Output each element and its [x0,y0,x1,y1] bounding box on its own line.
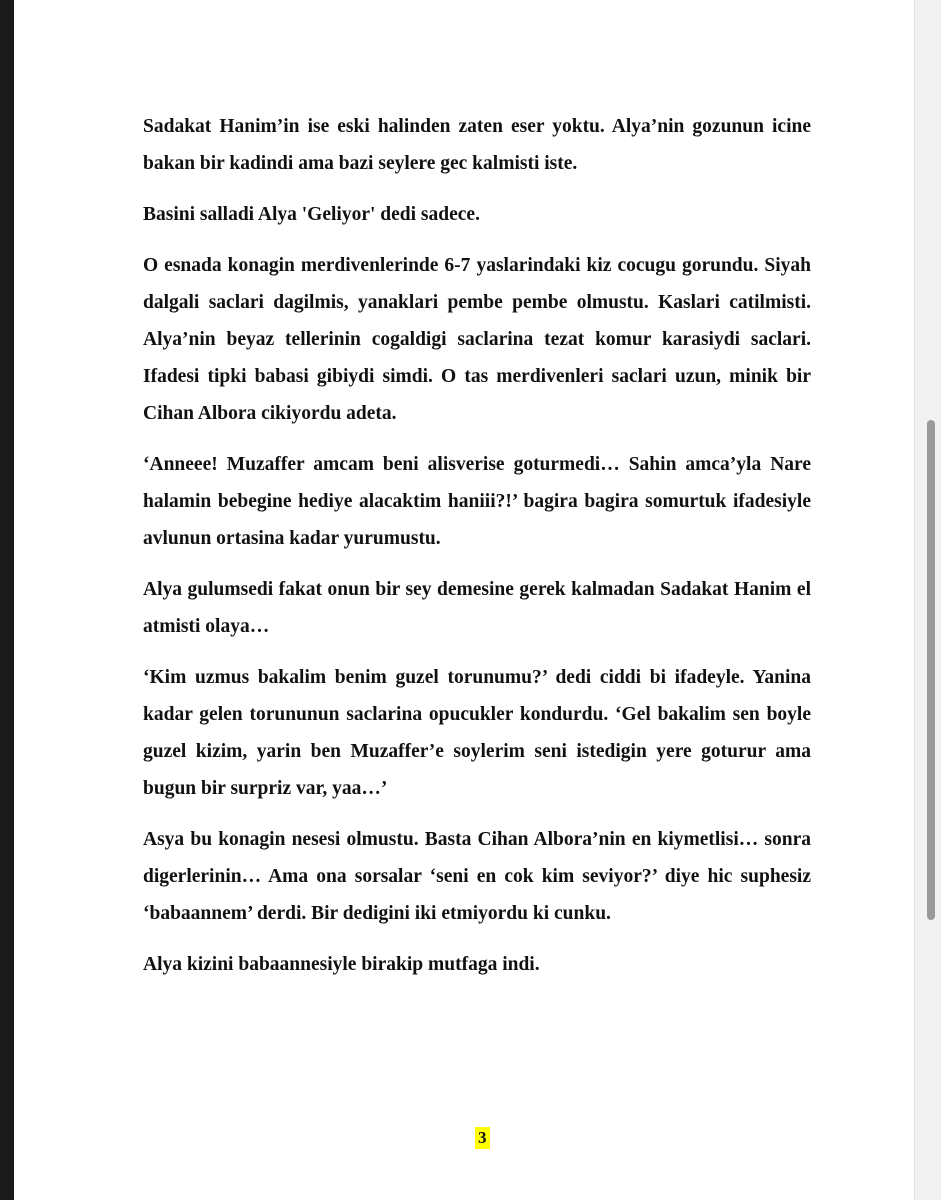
viewer-left-edge [0,0,14,1200]
paragraph-6: ‘Kim uzmus bakalim benim guzel torunumu?’ dedi ciddi bi ifadeyle. Yanina kadar gelen torununun saclarina opucukler kondurdu. ‘Gel bakalim sen boyle guzel kizim, yarin ben Muzaffer’e soylerim seni istedigin yere goturur ama bugun bir surpriz var, yaa…’ [143,667,811,799]
paragraph-1: Sadakat Hanim’in ise eski halinden zaten eser yoktu. Alya’nin gozunun icine bakan bir kadindi ama bazi seylere gec kalmisti iste. [143,116,811,174]
paragraph-4: ‘Anneee! Muzaffer amcam beni alisverise goturmedi… Sahin amca’yla Nare halamin bebegine hediye alacaktim haniii?!’ bagira bagira somurtuk ifadesiyle avlunun ortasina kadar yurumustu. [143,454,811,549]
page-body [143,108,811,997]
paragraph-5: Alya gulumsedi fakat onun bir sey demesine gerek kalmadan Sadakat Hanim el atmisti olaya… [143,579,811,637]
vertical-scrollbar[interactable] [914,0,941,1200]
paragraph-8: Alya kizini babaannesiyle birakip mutfaga indi. [143,954,540,975]
page-number: 3 [475,1127,490,1149]
paragraph-7: Asya bu konagin nesesi olmustu. Basta Cihan Albora’nin en kiymetlisi… sonra digerlerinin… Ama ona sorsalar ‘seni en cok kim seviyor?’ diye hic suphesiz ‘babaannem’ derdi. Bir dedigini iki etmiyordu ki cunku. [143,829,811,924]
scrollbar-thumb[interactable] [927,420,935,920]
paragraph-2: Basini salladi Alya 'Geliyor' dedi sadece. [143,204,480,225]
document-page [14,0,915,1200]
paragraph-3: O esnada konagin merdivenlerinde 6-7 yaslarindaki kiz cocugu gorundu. Siyah dalgali saclari dagilmis, yanaklari pembe pembe olmustu. Kaslari catilmisti. Alya’nin beyaz tellerinin cogaldigi saclarina tezat komur karasiydi saclari. Ifadesi tipki babasi gibiydi simdi. O tas merdivenleri saclari uzun, minik bir Cihan Albora cikiyordu adeta. [143,255,811,424]
